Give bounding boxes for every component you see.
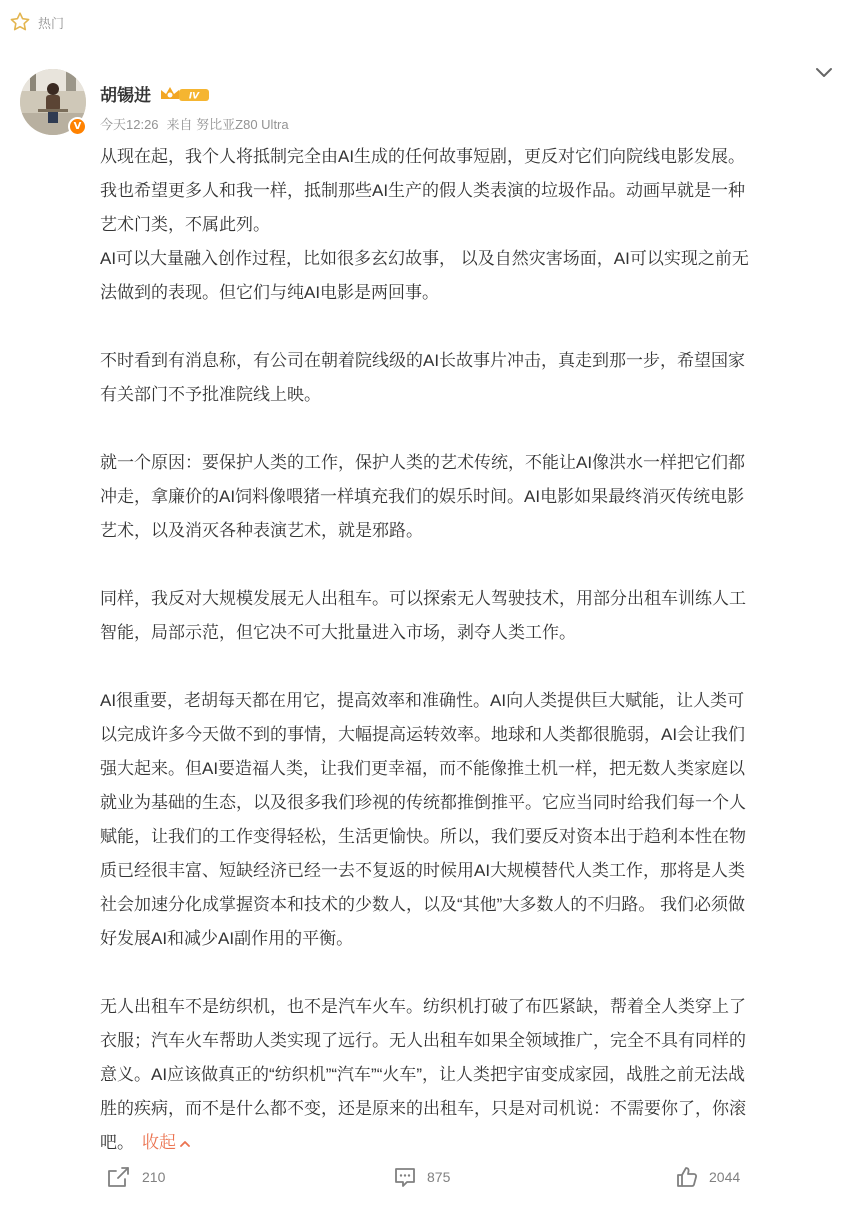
like-icon <box>675 1165 699 1189</box>
comment-icon <box>393 1165 417 1189</box>
post-text-line <box>100 1024 824 1058</box>
post-text-line <box>100 922 824 956</box>
post-text: 质已经很丰富、短缺经济已经一去不复返的时候用AI大规模替代人类工作，那将是人类 <box>100 861 746 880</box>
post-meta <box>100 114 289 133</box>
share-icon <box>106 1165 132 1189</box>
collapse-link[interactable] <box>142 1133 192 1152</box>
post-text: 好发展AI和减少AI副作用的平衡。 <box>100 929 354 948</box>
post-text-line <box>100 1058 824 1092</box>
post-text: AI很重要，老胡每天都在用它，提高效率和准确性。AI向人类提供巨大赋能，让人类可 <box>100 691 745 710</box>
post-text-line <box>100 276 824 310</box>
post-text-line <box>100 582 824 616</box>
post-text: 就一个原因：要保护人类的工作，保护人类的艺术传统，不能让AI像洪水一样把它们都 <box>100 453 746 472</box>
post-time[interactable]: 今天12:26 <box>100 117 159 132</box>
post-text-line <box>100 854 824 888</box>
post-paragraph <box>100 990 824 1160</box>
svg-text:IV: IV <box>188 91 200 101</box>
hot-bar <box>8 9 64 35</box>
post-paragraph <box>100 344 824 412</box>
post-text: 意义。AI应该做真正的“纺织机”“汽车”“火车”，让人类把宇宙变成家园，战胜之前无法战 <box>100 1065 746 1084</box>
post-text-line <box>100 718 824 752</box>
post-text: 衣服；汽车火车帮助人类实现了远行。无人出租车如果全领域推广，完全不具有同样的 <box>100 1031 746 1050</box>
post-text: 强大起来。但AI要造福人类，让我们更幸福，而不能像推土机一样，把无数人类家庭以 <box>100 759 746 778</box>
author-name[interactable]: 胡锡进 <box>100 86 151 105</box>
post-text-line <box>100 140 824 174</box>
post-text: AI可以大量融入创作过程，比如很多玄幻故事， 以及自然灾害场面，AI可以实现之前无 <box>100 249 749 268</box>
comment-button[interactable] <box>393 1165 450 1189</box>
like-count: 2044 <box>709 1169 741 1185</box>
post-text: 同样，我反对大规模发展无人出租车。可以探索无人驾驶技术，用部分出租车训练人工 <box>100 589 746 608</box>
post-text-line <box>100 174 824 208</box>
post-text-line <box>100 344 824 378</box>
like-button[interactable] <box>675 1165 740 1189</box>
chevron-down-icon[interactable] <box>813 61 835 83</box>
post-text-line <box>100 820 824 854</box>
post-text-line <box>100 1126 824 1160</box>
post-text: 社会加速分化成掌握资本和技术的少数人，以及“其他”大多数人的不归路。 我们必须做 <box>100 895 746 914</box>
post-text-line <box>100 752 824 786</box>
post-text-line <box>100 208 824 242</box>
post-text-line <box>100 888 824 922</box>
post-paragraph <box>100 140 824 310</box>
post-text: 从现在起，我个人将抵制完全由AI生成的任何故事短剧，更反对它们向院线电影发展。 <box>100 147 746 166</box>
name-row <box>100 81 211 106</box>
post-source: 来自 努比亚Z80 Ultra <box>166 117 289 132</box>
post-text: 无人出租车不是纺织机，也不是汽车火车。纺织机打破了布匹紧缺，帮着全人类穿上了 <box>100 997 746 1016</box>
post-text-line <box>100 480 824 514</box>
post-text: 我也希望更多人和我一样，抵制那些AI生产的假人类表演的垃圾作品。动画早就是一种 <box>100 181 746 200</box>
chevron-up-icon <box>178 1137 192 1151</box>
post-paragraph <box>100 446 824 548</box>
post-text-line <box>100 616 824 650</box>
crown-level-icon[interactable] <box>159 84 211 104</box>
post-text: 艺术，以及消灭各种表演艺术，就是邪路。 <box>100 521 423 540</box>
post-text-line <box>100 990 824 1024</box>
post-text: 以完成许多今天做不到的事情，大幅提高运转效率。地球和人类都很脆弱，AI会让我们 <box>100 725 746 744</box>
hot-label: 热门 <box>38 16 65 32</box>
post-text-line <box>100 786 824 820</box>
post-text: 就业为基础的生态，以及很多我们珍视的传统都推倒推平。它应当同时给我们每一个人 <box>100 793 746 812</box>
post-text: 冲走，拿廉价的AI饲料像喂猪一样填充我们的娱乐时间。AI电影如果最终消灭传统电影 <box>100 487 745 506</box>
post-text: 不时看到有消息称，有公司在朝着院线级的AI长故事片冲击，真走到那一步，希望国家 <box>100 351 746 370</box>
post-text-line <box>100 446 824 480</box>
post-text: 胜的疾病，而不是什么都不变，还是原来的出租车，只是对司机说：不需要你了，你滚 <box>100 1099 746 1118</box>
star-outline-icon <box>8 10 32 34</box>
post-text: 吧。 <box>100 1133 134 1152</box>
post-text-line <box>100 514 824 548</box>
post-text: 法做到的表现。但它们与纯AI电影是两回事。 <box>100 283 440 302</box>
post-text-line <box>100 242 824 276</box>
post-text-line <box>100 684 824 718</box>
share-count: 210 <box>142 1169 166 1185</box>
post-text: 赋能，让我们的工作变得轻松，生活更愉快。所以，我们要反对资本出于趋利本性在物 <box>100 827 746 846</box>
collapse-label: 收起 <box>142 1133 176 1152</box>
post-text: 艺术门类，不属此列。 <box>100 215 270 234</box>
share-button[interactable] <box>106 1165 165 1189</box>
post-actions <box>0 1165 851 1199</box>
post-paragraph <box>100 684 824 956</box>
post-header <box>20 69 835 135</box>
post-text-line <box>100 1092 824 1126</box>
post-text-line <box>100 378 824 412</box>
verified-icon: V <box>68 117 87 136</box>
post-text: 智能，局部示范，但它决不可大批量进入市场，剥夺人类工作。 <box>100 623 576 642</box>
post-paragraph <box>100 582 824 650</box>
post-text: 有关部门不予批准院线上映。 <box>100 385 321 404</box>
comment-count: 875 <box>427 1169 451 1185</box>
post-content <box>100 140 824 1160</box>
